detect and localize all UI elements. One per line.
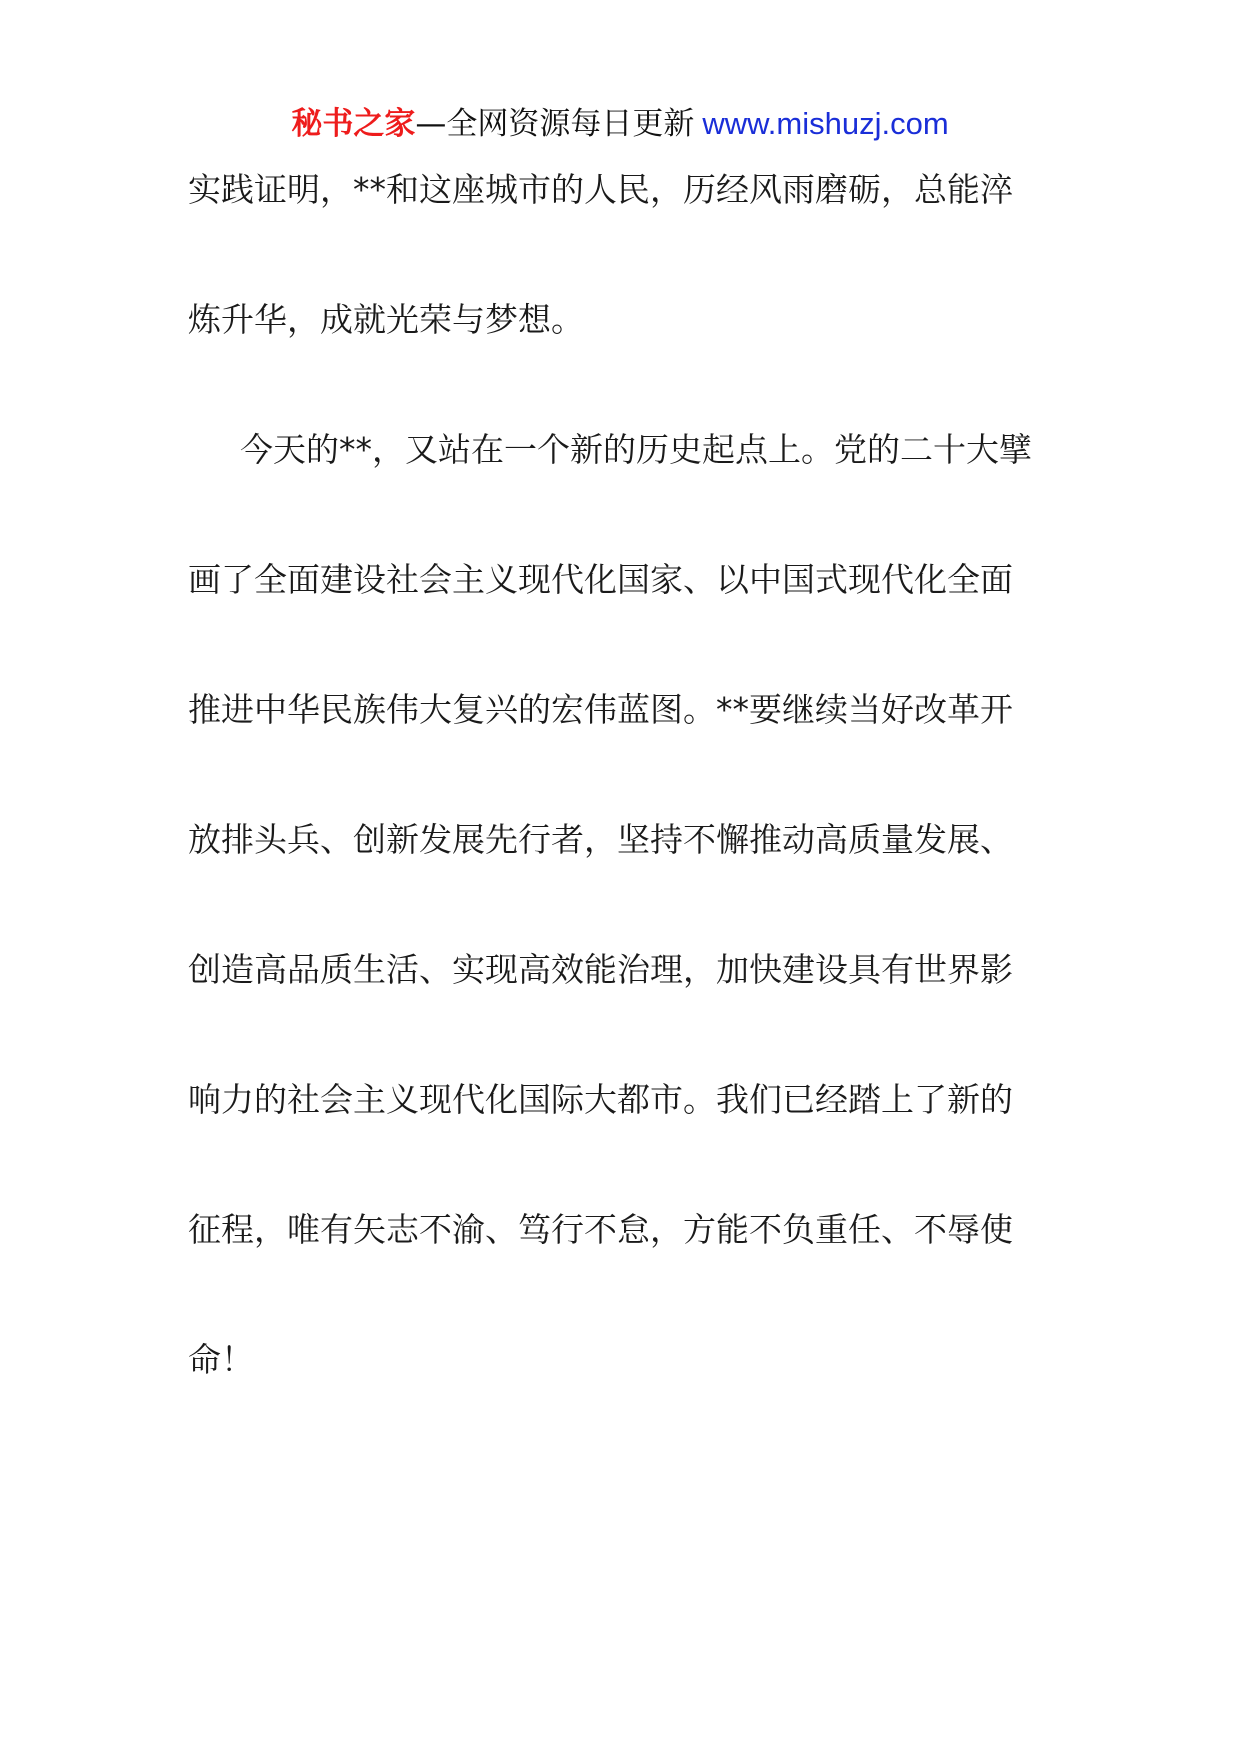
text-line: 创造高品质生活、实现高效能治理，加快建设具有世界影 — [188, 950, 1013, 989]
page-header — [0, 100, 1240, 148]
text-line: 放排头兵、创新发展先行者，坚持不懈推动高质量发展、 — [188, 820, 1013, 859]
brand-name: 秘书之家 — [291, 106, 416, 142]
text-line: 今天的**，又站在一个新的历史起点上。党的二十大擘 — [240, 430, 1032, 469]
site-url-link[interactable]: www.mishuzj.com — [702, 106, 949, 141]
text-line: 炼升华，成就光荣与梦想。 — [188, 300, 584, 339]
text-line: 响力的社会主义现代化国际大都市。我们已经踏上了新的 — [188, 1080, 1013, 1119]
header-tagline: —全网资源每日更新 — [415, 106, 695, 142]
document-body — [188, 158, 1056, 1458]
text-line: 征程，唯有矢志不渝、笃行不怠，方能不负重任、不辱使 — [188, 1210, 1013, 1249]
text-line: 画了全面建设社会主义现代化国家、以中国式现代化全面 — [188, 560, 1013, 599]
text-line: 实践证明，**和这座城市的人民，历经风雨磨砺，总能淬 — [188, 170, 1013, 209]
text-line: 推进中华民族伟大复兴的宏伟蓝图。**要继续当好改革开 — [188, 690, 1013, 729]
text-line: 命！ — [188, 1340, 254, 1379]
